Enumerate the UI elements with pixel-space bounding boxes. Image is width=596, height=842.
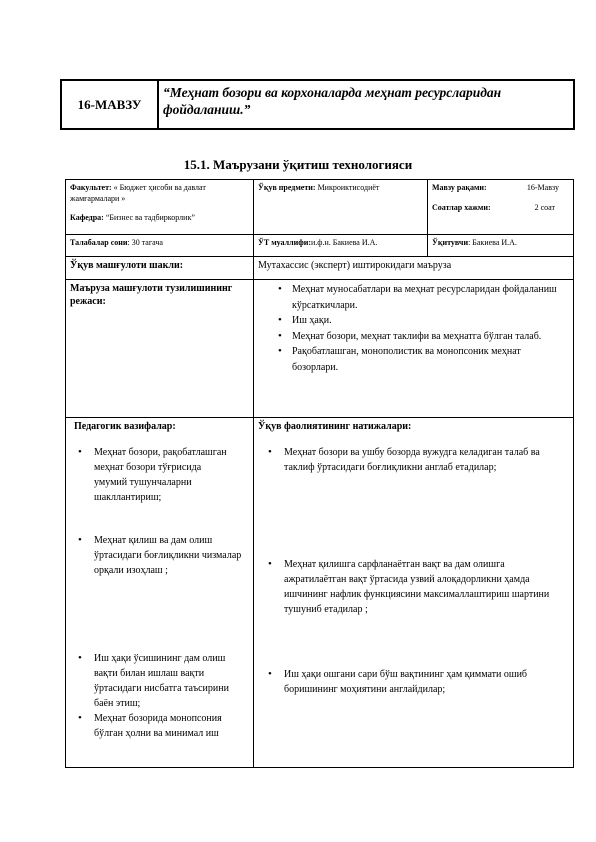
teacher-label: ЎТ муаллифи:: [258, 238, 312, 247]
faculty-value: « Бюджет ҳисоби ва давлат жамғармалари »: [70, 183, 206, 203]
lecturer-value: : Бакиева И.А.: [468, 238, 517, 247]
list-item: • Меҳнат муносабатлари ва меҳнат ресурсларидан фойдаланиш кўрсаткичлари.: [292, 282, 569, 313]
topic-no-value: 16-Мавзу: [526, 183, 559, 192]
structure-cell: [254, 280, 574, 418]
topic-no-label: Мавзу рақами:: [432, 183, 487, 192]
list-item: • Рақобатлашган, монополистик ва монопсоник меҳнат бозорлари.: [292, 344, 569, 375]
form-value: Мутахассис (эксперт) иштирокидаги маъруза: [254, 257, 574, 280]
lecture-technology-table: [65, 179, 574, 768]
pedagogical-list: [74, 445, 249, 741]
list-item: • Меҳнат бозори, рақобатлашган меҳнат бозори тўғрисида умумий тушунчаларни шакллантириш;: [94, 445, 234, 505]
list-item: • Меҳнат бозорида монопсония бўлган ҳолни ва минимал иш: [94, 711, 244, 741]
subject-label: Ўқув предмети:: [258, 183, 316, 192]
people-row: [66, 235, 574, 257]
list-item: • Иш ҳақи.: [292, 313, 569, 329]
results-list: [258, 445, 569, 697]
teacher-cell: [254, 235, 428, 257]
students-cell: [66, 235, 254, 257]
list-item: • Меҳнат бозори ва ушбу бозорда вужудга келадиган талаб ва таклиф ўртасидаги боғлиқликни англаб етадилар;: [284, 445, 554, 475]
structure-list: [258, 282, 569, 375]
topic-hours-cell: [428, 180, 574, 235]
structure-row: [66, 280, 574, 418]
topic-box: [60, 79, 575, 130]
list-item: • Меҳнат бозори, меҳнат таклифи ва меҳнатга бўлган талаб.: [292, 329, 569, 345]
hours-label: Соатлар хажми:: [432, 203, 491, 212]
form-row: [66, 257, 574, 280]
students-value: : 30 тагача: [127, 238, 163, 247]
lecturer-cell: [428, 235, 574, 257]
faculty-cell: [66, 180, 254, 235]
faculty-label: Факультет:: [70, 183, 112, 192]
list-item: • Меҳнат қилиш ва дам олиш ўртасидаги боғлиқликни чизмалар орқали изоҳлаш ;: [94, 533, 242, 578]
teacher-value: и.ф.н. Бакиева И.А.: [311, 238, 378, 247]
lecturer-label: Ўқитувчи: [432, 238, 469, 247]
department-label: Кафедра:: [70, 213, 104, 222]
form-label: Ўқув машғулоти шакли:: [66, 257, 254, 280]
list-item: • Меҳнат қилишга сарфланаётган вақт ва дам олишга ажратилаётган вақт ўртасида узвий алоқадорликни ҳамда ишчининг нафлик функциясини максималлаштириш шартини тушуниб етадилар ;: [284, 557, 559, 617]
results-cell: [254, 418, 574, 768]
subject-value: Микроиктисодиёт: [317, 183, 380, 192]
tasks-results-row: [66, 418, 574, 768]
results-label: Ўқув фаолиятининг натижалари:: [258, 421, 412, 432]
department-value: “Бизнес ва тадбиркорлик”: [105, 213, 195, 222]
topic-title: “Меҳнат бозори ва корхоналарда меҳнат ресурсларидан фойдаланиш.”: [163, 85, 502, 117]
pedagogical-label: Педагогик вазифалар:: [74, 421, 176, 432]
list-item: • Иш ҳақи ўсишининг дам олиш вақти билан ишлаш вақти ўртасидаги нисбатга таъсирини баён этиш;: [94, 651, 242, 711]
hours-value: 2 соат: [534, 203, 555, 212]
list-item: • Иш ҳақи ошгани сари бўш вақтининг ҳам қиммати ошиб боришининг моҳиятини англайдилар;: [284, 667, 554, 697]
info-row: [66, 180, 574, 235]
pedagogical-cell: [66, 418, 254, 768]
students-label: Талабалар сони: [70, 238, 128, 247]
structure-label: Маъруза машғулоти тузилишининг режаси:: [66, 280, 254, 418]
section-heading: 15.1. Маърузани ўқитиш технологияси: [183, 157, 413, 172]
subject-cell: [254, 180, 428, 235]
topic-number: 16-МАВЗУ: [62, 81, 159, 128]
